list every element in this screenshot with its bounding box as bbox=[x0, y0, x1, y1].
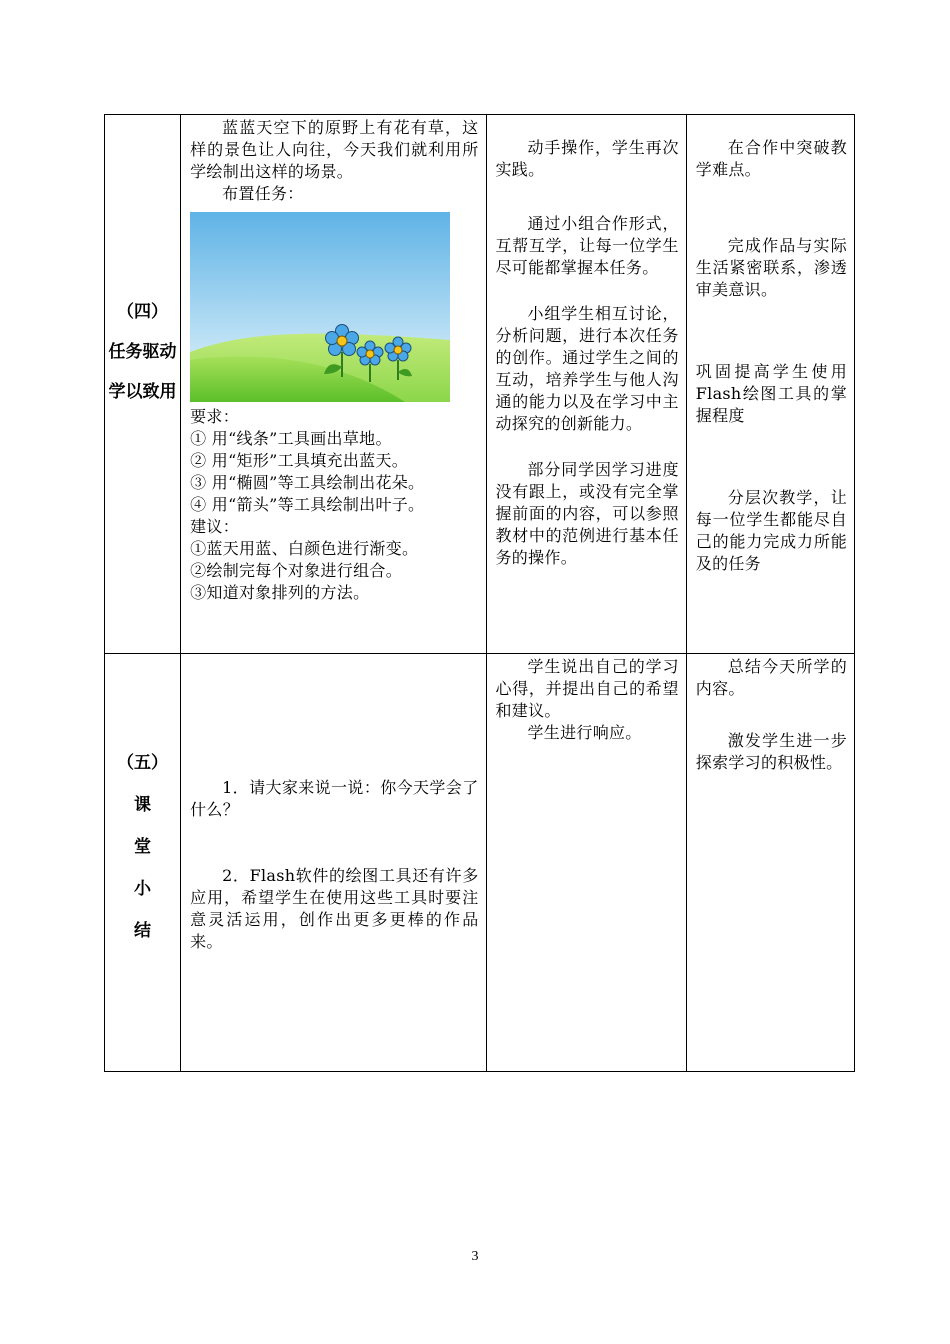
section-4-name-1: 任务驱动 bbox=[108, 342, 177, 362]
requirement-1: ① 用“线条”工具画出草地。 bbox=[190, 429, 392, 448]
summary-intent-1: 总结今天所学的内容。 bbox=[695, 657, 847, 698]
section-5-intent-cell bbox=[686, 654, 854, 1072]
section-5-char-2: 堂 bbox=[134, 837, 152, 857]
requirement-4: ④ 用“箭头”等工具绘制出叶子。 bbox=[190, 495, 425, 514]
meadow-flowers-illustration bbox=[190, 212, 450, 402]
student-response-1: 学生说出自己的学习心得，并提出自己的希望和建议。 bbox=[495, 657, 679, 720]
design-intent-4: 分层次教学，让每一位学生都能尽自己的能力完成力所能及的任务 bbox=[695, 488, 847, 573]
section-5-student-cell bbox=[486, 654, 686, 1072]
design-intent-2: 完成作品与实际生活紧密联系，渗透审美意识。 bbox=[695, 236, 847, 299]
student-activity-1: 动手操作，学生再次实践。 bbox=[495, 138, 679, 179]
assign-text: 布置任务： bbox=[222, 184, 304, 203]
section-4-intent-cell bbox=[686, 115, 854, 654]
lesson-table bbox=[104, 114, 855, 1072]
section-4-stage-cell bbox=[105, 115, 181, 654]
section-4-row bbox=[105, 115, 855, 654]
section-5-content-cell bbox=[181, 654, 486, 1072]
student-activity-4: 部分同学因学习进度没有跟上，或没有完全掌握前面的内容，可以参照教材中的范例进行基本任务的操作。 bbox=[495, 460, 679, 567]
intro-text: 蓝蓝天空下的原野上有花有草，这样的景色让人向往，今天我们就利用所学绘制出这样的场景。 bbox=[190, 118, 479, 181]
requirement-2: ② 用“矩形”工具填充出蓝天。 bbox=[190, 451, 409, 470]
suggestions-title: 建议： bbox=[190, 517, 239, 536]
student-activity-2: 通过小组合作形式，互帮互学，让每一位学生尽可能都掌握本任务。 bbox=[495, 214, 679, 277]
section-5-stage-cell bbox=[105, 654, 181, 1072]
student-activity-3: 小组学生相互讨论，分析问题，进行本次任务的创作。通过学生之间的互动，培养学生与他人沟通的能力以及在学习中主动探究的创新能力。 bbox=[495, 304, 679, 433]
summary-intent-2: 激发学生进一步探索学习的积极性。 bbox=[695, 731, 847, 772]
suggestion-2: ②绘制完每个对象进行组合。 bbox=[190, 561, 402, 580]
summary-question-1: 1．请大家来说一说：你今天学会了什么？ bbox=[190, 778, 479, 819]
requirements-title: 要求： bbox=[190, 407, 239, 426]
section-5-char-4: 结 bbox=[134, 921, 152, 941]
section-4-label: （四） bbox=[117, 302, 169, 322]
section-4-student-cell bbox=[486, 115, 686, 654]
page-number: 3 bbox=[471, 1249, 479, 1264]
design-intent-3: 巩固提高学生使用Flash绘图工具的掌握程度 bbox=[695, 362, 847, 425]
suggestion-1: ①蓝天用蓝、白颜色进行渐变。 bbox=[190, 539, 419, 558]
section-4-name-2: 学以致用 bbox=[108, 382, 177, 402]
section-5-char-3: 小 bbox=[134, 879, 152, 899]
suggestion-3: ③知道对象排列的方法。 bbox=[190, 583, 370, 602]
section-5-label: （五） bbox=[117, 753, 169, 773]
summary-question-2: 2．Flash软件的绘图工具还有许多应用，希望学生在使用这些工具时要注意灵活运用，创作出更多更棒的作品来。 bbox=[190, 866, 479, 951]
section-5-row bbox=[105, 654, 855, 1072]
design-intent-1: 在合作中突破教学难点。 bbox=[695, 138, 847, 179]
section-4-content-cell bbox=[181, 115, 486, 654]
section-5-char-1: 课 bbox=[134, 795, 152, 815]
student-response-2: 学生进行响应。 bbox=[527, 723, 642, 742]
requirement-3: ③ 用“椭圆”等工具绘制出花朵。 bbox=[190, 473, 425, 492]
